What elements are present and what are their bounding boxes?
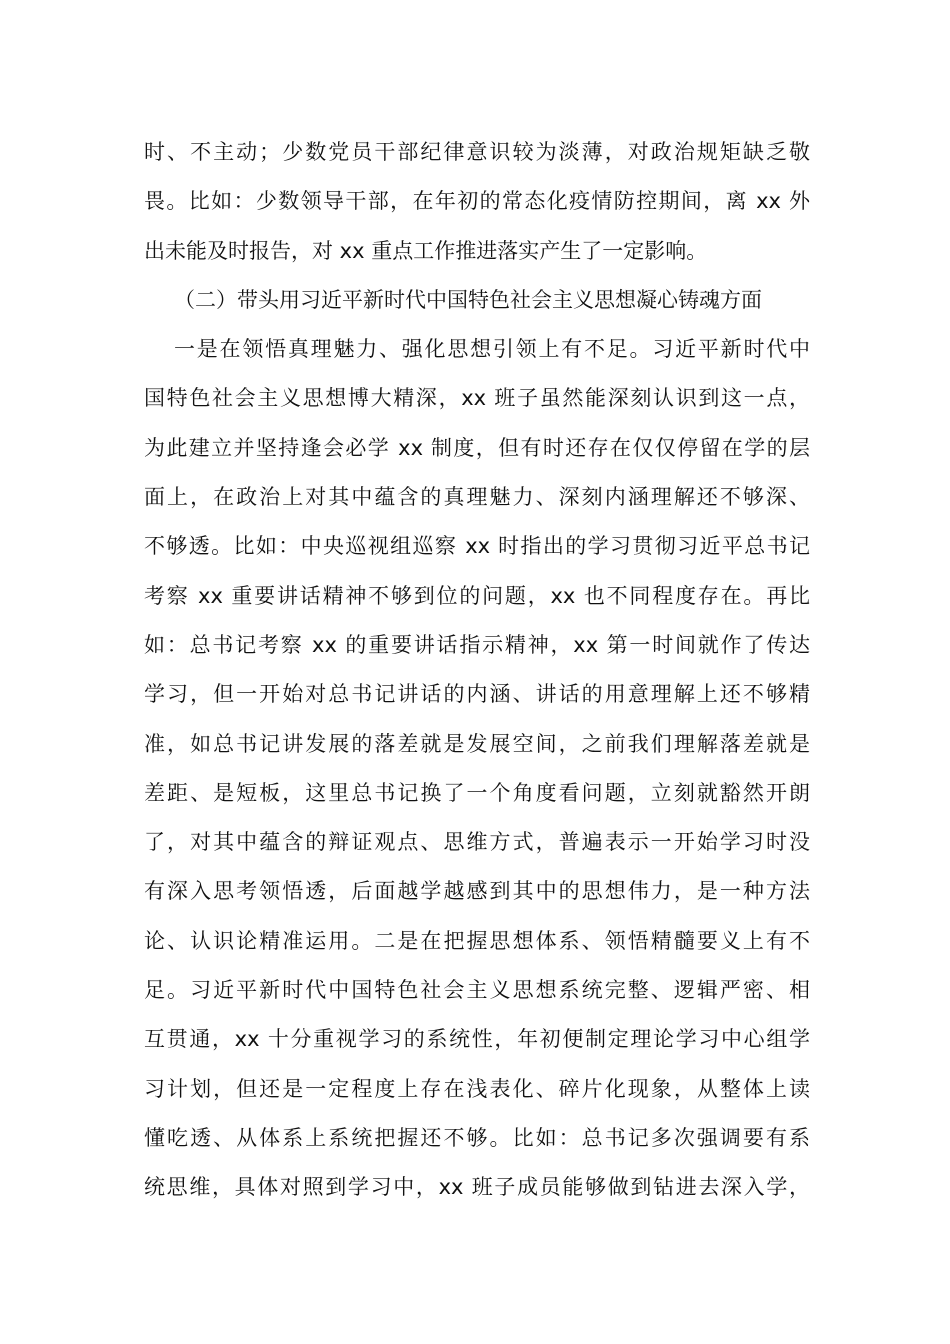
body-line: 一是在领悟真理魅力、强化思想引领上有不足。习近平新时代中 [174,337,810,362]
body-line: 国特色社会主义思想博大精深，xx 班子虽然能深刻认识到这一点， [144,386,810,411]
body-line: 准，如总书记讲发展的落差就是发展空间，之前我们理解落差就是 [144,731,810,756]
body-line: 互贯通，xx 十分重视学习的系统性，年初便制定理论学习中心组学 [144,1027,810,1052]
section-heading: （二）带头用习近平新时代中国特色社会主义思想凝心铸魂方面 [174,287,762,312]
body-line: 统思维，具体对照到学习中，xx 班子成员能够做到钻进去深入学， [144,1175,810,1200]
body-line: 了，对其中蕴含的辩证观点、思维方式，普遍表示一开始学习时没 [144,830,810,855]
body-line: 面上，在政治上对其中蕴含的真理魅力、深刻内涵理解还不够深、 [144,485,810,510]
body-line: 懂吃透、从体系上系统把握还不够。比如：总书记多次强调要有系 [144,1125,810,1150]
document-body [144,128,810,1213]
body-line: 学习，但一开始对总书记讲话的内涵、讲话的用意理解上还不够精 [144,682,810,707]
body-line: 差距、是短板，这里总书记换了一个角度看问题，立刻就豁然开朗 [144,780,810,805]
body-line: 时、不主动；少数党员干部纪律意识较为淡薄，对政治规矩缺乏敬 [144,140,810,164]
body-line: 有深入思考领悟透，后面越学越感到其中的思想伟力，是一种方法 [144,879,810,904]
body-line: 习计划，但还是一定程度上存在浅表化、碎片化现象，从整体上读 [144,1076,810,1101]
body-line: 为此建立并坚持逢会必学 xx 制度，但有时还存在仅仅停留在学的层 [144,435,810,460]
body-line: 考察 xx 重要讲话精神不够到位的问题，xx 也不同程度存在。再比 [144,583,810,608]
body-line: 不够透。比如：中央巡视组巡察 xx 时指出的学习贯彻习近平总书记 [144,534,810,559]
body-line: 畏。比如：少数领导干部，在年初的常态化疫情防控期间，离 xx 外 [144,189,810,214]
body-line: 出未能及时报告，对 xx 重点工作推进落实产生了一定影响。 [144,238,708,263]
body-line: 足。习近平新时代中国特色社会主义思想系统完整、逻辑严密、相 [144,978,810,1003]
body-line: 如：总书记考察 xx 的重要讲话指示精神，xx 第一时间就作了传达 [144,632,810,657]
body-line: 论、认识论精准运用。二是在把握思想体系、领悟精髓要义上有不 [144,928,810,953]
